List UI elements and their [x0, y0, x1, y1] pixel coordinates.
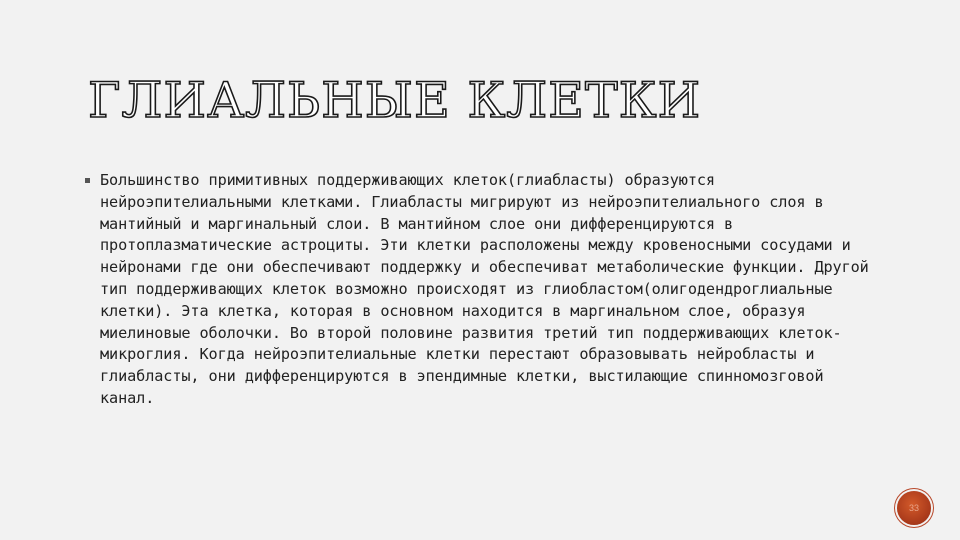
- slide-title: ГЛИАЛЬНЫЕ КЛЕТКИ: [88, 72, 702, 129]
- bullet-text: Большинство примитивных поддерживающих клеток(глиабласты) образуются нейроэпителиальными клетками. Глиабласты мигрируют из нейроэпителиального слоя в мантийный и маргинальный слои. В мантийном слое они дифференцируются в протоплазматические астроциты. Эти клетки расположены между кровеносными сосудами и нейронами где они обеспечивают поддержку и обеспечиват метаболические функции. Другой тип поддерживающих клеток возможно происходят из глиобластом(олигодендроглиальные клетки). Эта клетка, которая в основном находится в маргинальном слое, образуя миелиновые оболочки. Во второй половине развития третий тип поддерживающих клеток-микроглия. Когда нейроэпителиальные клетки перестают образовывать нейробласты и глиабласты, они дифференцируются в эпендимные клетки, выстилающие спинномозговой канал.: [100, 171, 869, 407]
- page-number-badge: [897, 491, 931, 525]
- slide-content: [85, 170, 875, 410]
- page-number: 33: [908, 503, 919, 513]
- bullet-item: [85, 170, 875, 410]
- square-bullet-icon: [85, 178, 90, 183]
